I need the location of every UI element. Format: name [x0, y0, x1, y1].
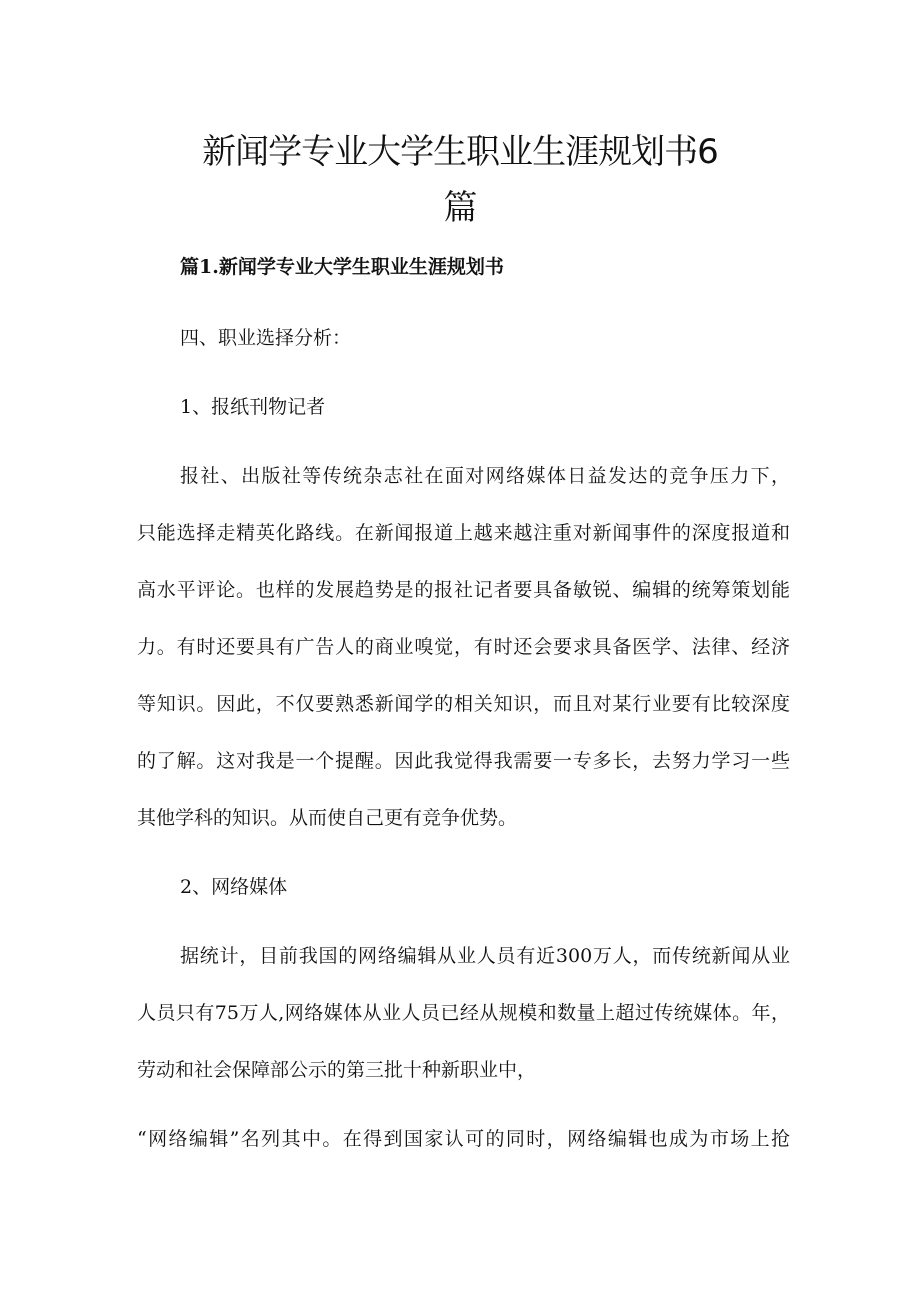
paragraph-2-line-3: 劳动和社会保障部公示的第三批十种新职业中， [137, 1059, 537, 1081]
paragraph-1-line-5: 等知识。因此，不仅要熟悉新闻学的相关知识，而且对某行业要有比较深度 [137, 693, 790, 715]
item-1-heading: 1、报纸刊物记者 [180, 396, 326, 418]
paragraph-2-line-1: 据统计，目前我国的网络编辑从业人员有近300万人，而传统新闻从业 [180, 945, 790, 967]
paragraph-1-line-4: 力。有时还要具有广告人的商业嗅觉，有时还会要求具备医学、法律、经济 [137, 636, 790, 658]
item-2-heading: 2、网络媒体 [180, 876, 288, 898]
paragraph-1-line-2: 只能选择走精英化路线。在新闻报道上越来越注重对新闻事件的深度报道和 [137, 522, 790, 544]
article-subtitle: 篇1.新闻学专业大学生职业生涯规划书 [180, 256, 504, 278]
paragraph-1-line-3: 高水平评论。也样的发展趋势是的报社记者要具备敏锐、编辑的统筹策划能 [137, 579, 790, 601]
section-heading: 四、职业选择分析： [180, 327, 352, 349]
document-title-line-2: 篇 [443, 188, 477, 228]
paragraph-1-line-7: 其他学科的知识。从而使自己更有竞争优势。 [137, 807, 518, 829]
paragraph-1-line-1: 报社、出版社等传统杂志社在面对网络媒体日益发达的竞争压力下， [180, 465, 790, 487]
paragraph-1-line-6: 的了解。这对我是一个提醒。因此我觉得我需要一专多长，去努力学习一些 [137, 750, 790, 772]
paragraph-3-line-1: “网络编辑”名列其中。在得到国家认可的同时，网络编辑也成为市场上抢 [137, 1128, 790, 1150]
paragraph-2-line-2: 人员只有75万人,网络媒体从业人员已经从规模和数量上超过传统媒体。年， [137, 1002, 790, 1024]
document-title-line-1: 新闻学专业大学生职业生涯规划书6 [202, 132, 718, 172]
